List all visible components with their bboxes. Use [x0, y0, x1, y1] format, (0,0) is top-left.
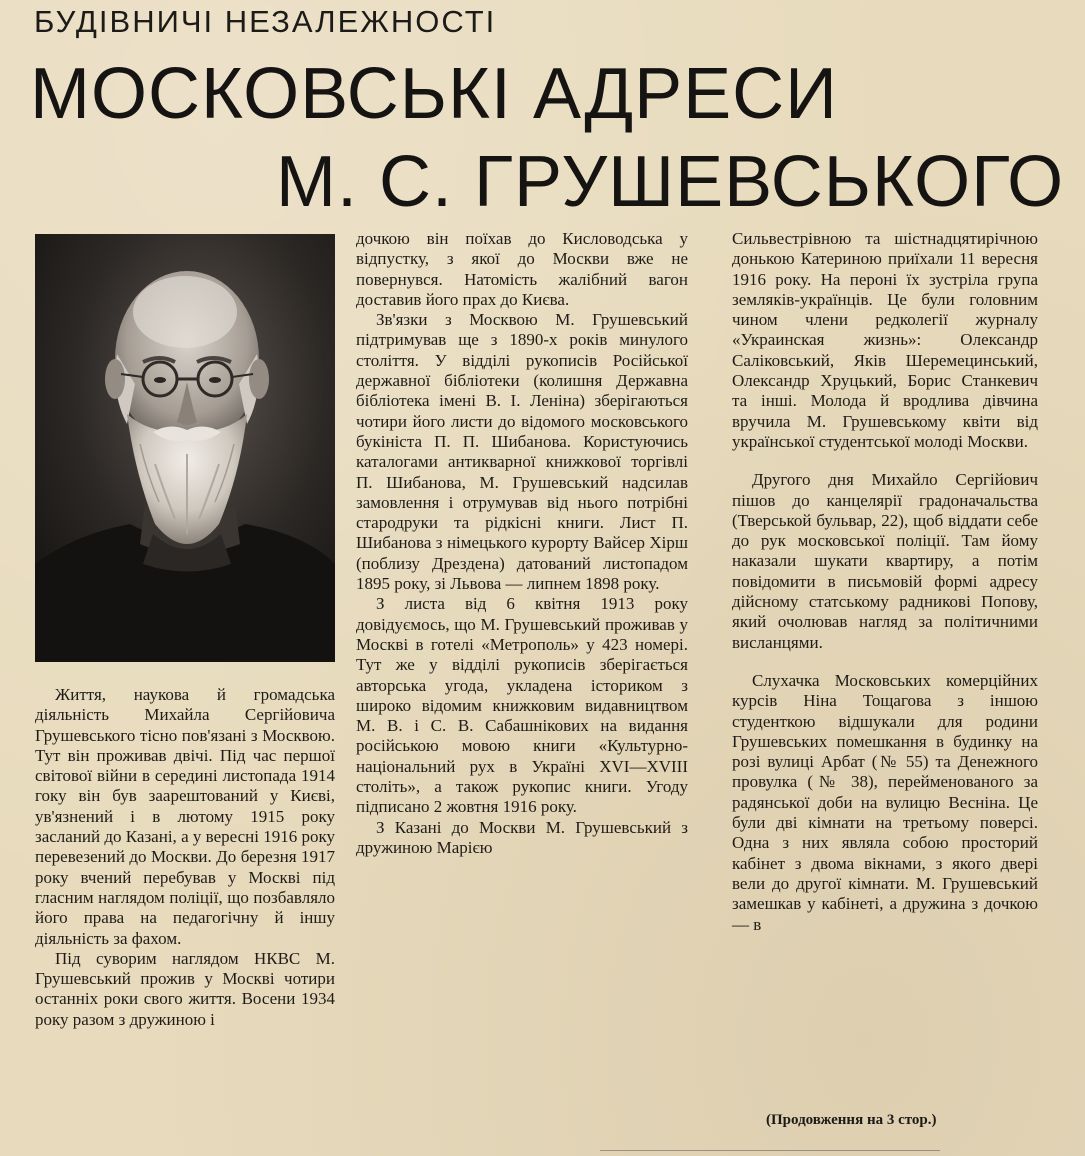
- paragraph-gap: [732, 452, 1038, 470]
- column-2: [356, 229, 688, 858]
- paragraph: Зв'язки з Москвою М. Грушевський підтримував ще з 1890-х років минулого століття. У відділі рукописів Російської державної бібліотеки (колишня Державна бібліотека імені В. І. Леніна) зберігаються чотири його листи до відомого московського букініста П. П. Шибанова. Користуючись каталогами антикварної книжкової торгівлі П. Шибанова, М. Грушевський надсилав замовлення і отрумував від нього потрібні стародруки та рідкісні книги. Лист П. Шибанова з німецького курорту Вайсер Хірш (поблизу Дрездена) датований листопадом 1895 року, зі Львова — липнем 1898 року.: [356, 310, 688, 594]
- headline-line-1: МОСКОВСЬКІ АДРЕСИ: [30, 54, 838, 134]
- paragraph: Слухачка Московських комерційних курсів Ніна Тощагова з іншою студенткою відшукали для родини Грушевських помешкання в будинку на розі вулиці Арбат (№ 55) та Денежного провулка (№ 38), перейменованого за радянської доби на вулицю Весніна. Це були дві кімнати на третьому поверсі. Одна з них являла собою просторий кабінет з двома вікнами, з якого двері вели до другої кімнати. М. Грушевський замешкав у кабінеті, а дружина з дочкою — в: [732, 670, 1038, 934]
- bleed-through-left: [0, 0, 30, 1156]
- paragraph: дочкою він поїхав до Кисловодська у відпустку, з якої до Москви вже не повернувся. Натомість жалібний вагон доставив його прах до Києва.: [356, 229, 688, 309]
- continuation-note: (Продовження на 3 стор.): [766, 1112, 937, 1128]
- bottom-rule: [600, 1150, 940, 1151]
- paragraph: З Казані до Москви М. Грушевський з дружиною Марією: [356, 817, 688, 857]
- column-3: [732, 229, 1038, 935]
- paragraph: Життя, наукова й громадська діяльність Михайла Сергійовича Грушевського тісно пов'язані з Москвою. Тут він проживав двічі. Під час першої світової війни в середині листопада 1914 гоку він був заарештований у Києві, ув'язнений і в лютому 1915 року засланий до Казані, а у вересні 1916 року перевезений до Москви. До березня 1917 року вчений перебував у Москві під гласним наглядом поліції, що позбавляло його права на педагогічну й іншу діяльність за фахом.: [35, 685, 335, 948]
- column-1: [35, 685, 335, 1030]
- section-rubric: БУДІВНИЧІ НЕЗАЛЕЖНОСТІ: [34, 4, 497, 39]
- paragraph: Другого дня Михайло Сергійович пішов до канцелярії градоначальства (Тверськой бульвар, 22), щоб віддати себе до рук московської поліції. Там йому наказали шукати квартиру, а потім повідомити в письмовій формі адресу дійсному статському радникові Попову, який очолював нагляд за політичними висланцями.: [732, 470, 1038, 652]
- headline-line-2: М. С. ГРУШЕВСЬКОГО: [276, 142, 1065, 222]
- paragraph: З листа від 6 квітня 1913 року довідуємось, що М. Грушевський проживав у Москві в готелі «Метрополь» у 423 номері. Тут же у відділі рукописів зберігається авторська угода, укладена істориком з широко відомим книжковим видавництвом М. В. і С. В. Сабашнікових на видання російською мовою книги «Культурно-національний рух в Україні XVI—XVIII століть», а також рукопис книги. Угоду підписано 2 жовтня 1916 року.: [356, 594, 688, 817]
- portrait-photo: [35, 234, 335, 662]
- paragraph: Сильвестрівною та шістнадцятирічною донькою Катериною приїхали 11 вересня 1916 року. На пероні їх зустріла група земляків-українців. Це були головним чином члени редколегії журналу «Украинская жизнь»: Олександр Саліковський, Яків Шеремецинський, Олександр Хруцький, Борис Станкевич та інші. Молода й вродлива дівчина вручила М. Грушевському квіти від української студентської молоді Москви.: [732, 229, 1038, 451]
- paragraph-gap: [732, 653, 1038, 671]
- paragraph: Під суворим наглядом НКВС М. Грушевський прожив у Москві чотири останніх роки свого життя. Восени 1934 року разом з дружиною і: [35, 948, 335, 1029]
- portrait-illustration: [35, 234, 335, 662]
